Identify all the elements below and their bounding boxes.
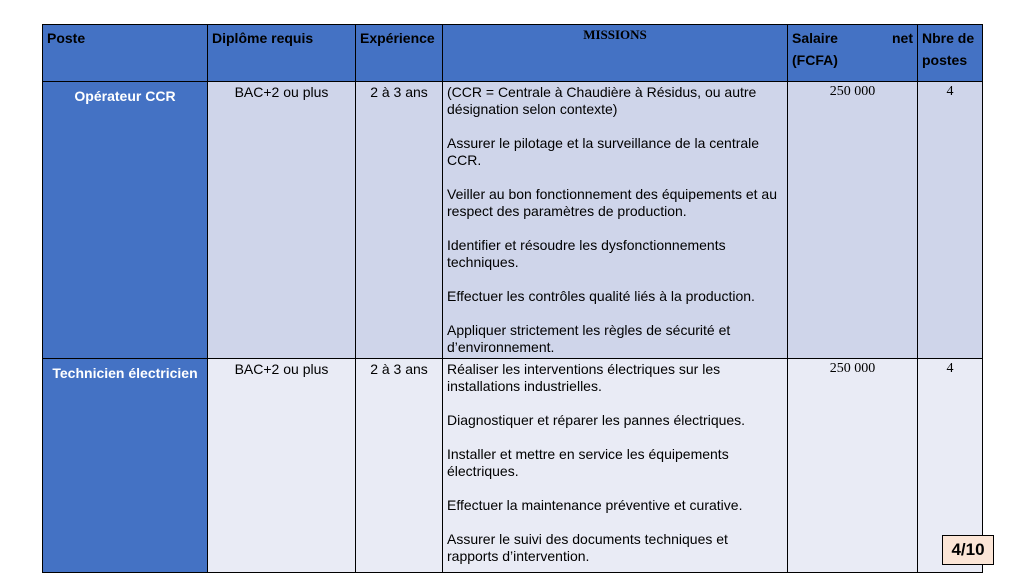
mission-item: Diagnostiquer et réparer les pannes électriques. xyxy=(447,412,746,428)
cell-diplome: BAC+2 ou plus xyxy=(208,82,356,359)
header-salaire xyxy=(788,25,918,82)
header-salaire-unit: (FCFA) xyxy=(792,52,838,68)
cell-missions xyxy=(443,82,788,359)
header-poste: Poste xyxy=(43,25,208,82)
header-missions: MISSIONS xyxy=(443,25,788,82)
cell-diplome: BAC+2 ou plus xyxy=(208,359,356,573)
mission-item: Assurer le suivi des documents techniques et rapports d’intervention. xyxy=(447,531,728,564)
header-salaire-net: net xyxy=(892,30,913,46)
cell-salaire: 250 000 xyxy=(788,82,918,359)
cell-nbre-postes: 4 xyxy=(918,82,983,359)
mission-item: Appliquer strictement les règles de sécurité et d’environnement. xyxy=(447,322,731,355)
mission-item: Veiller au bon fonctionnement des équipements et au respect des paramètres de production. xyxy=(447,186,778,219)
mission-item: (CCR = Centrale à Chaudière à Résidus, ou autre désignation selon contexte) xyxy=(447,84,757,117)
table-row xyxy=(43,82,983,359)
mission-item: Assurer le pilotage et la surveillance de la centrale CCR. xyxy=(447,135,760,168)
mission-item: Effectuer les contrôles qualité liés à la production. xyxy=(447,288,755,304)
cell-poste: Opérateur CCR xyxy=(43,82,208,359)
table-row xyxy=(43,359,983,573)
cell-salaire: 250 000 xyxy=(788,359,918,573)
cell-nbre-postes: 4 xyxy=(918,359,983,573)
mission-item: Réaliser les interventions électriques sur les installations industrielles. xyxy=(447,361,721,394)
header-nbre-line2: postes xyxy=(922,52,968,68)
cell-experience: 2 à 3 ans xyxy=(356,359,443,573)
mission-item: Effectuer la maintenance préventive et curative. xyxy=(447,497,743,513)
header-nbre-postes xyxy=(918,25,983,82)
cell-poste: Technicien électricien xyxy=(43,359,208,573)
cell-experience: 2 à 3 ans xyxy=(356,82,443,359)
header-diplome: Diplôme requis xyxy=(208,25,356,82)
header-salaire-label: Salaire xyxy=(792,30,838,46)
page-indicator: 4/10 xyxy=(942,535,994,565)
header-nbre-line1: Nbre de xyxy=(922,30,975,46)
mission-item: Installer et mettre en service les équipements électriques. xyxy=(447,446,729,479)
header-experience: Expérience xyxy=(356,25,443,82)
header-row xyxy=(43,25,983,82)
cell-missions xyxy=(443,359,788,573)
mission-item: Identifier et résoudre les dysfonctionnements techniques. xyxy=(447,237,726,270)
jobs-table xyxy=(42,24,983,573)
